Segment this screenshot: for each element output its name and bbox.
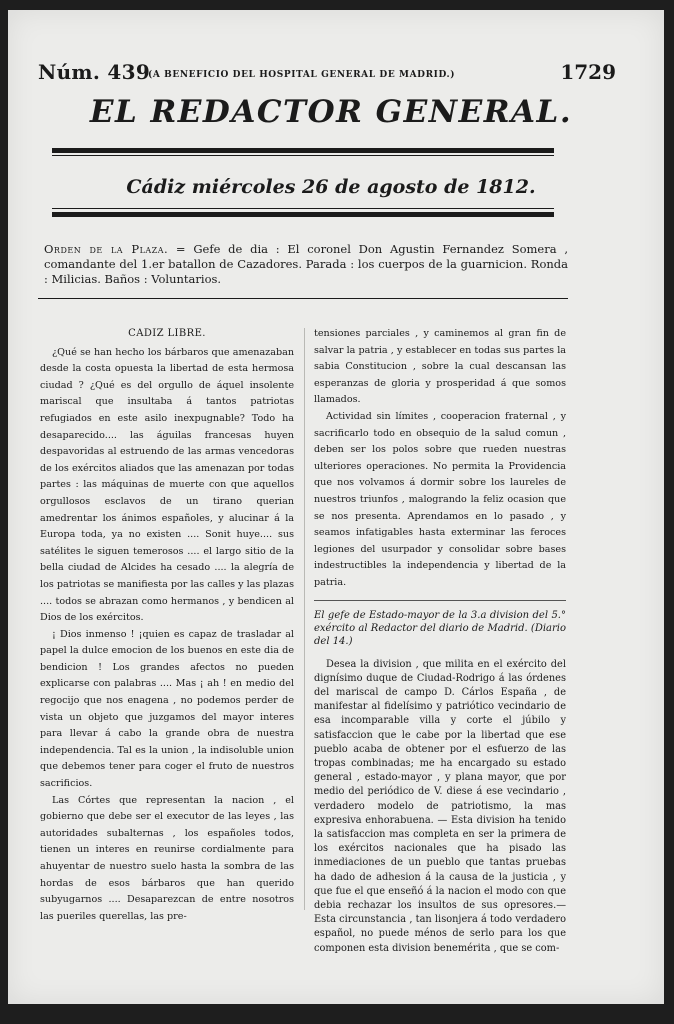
masthead-top-line xyxy=(38,56,624,90)
article-paragraph: tensiones parciales , y caminemos al gran fin de salvar la patria , y establecer en todas sus partes la sabia Constitucion , sobre la cual descansan las esperanzas de gloria y prosperidad á que somos llamados. xyxy=(314,328,566,406)
article-separator xyxy=(314,600,566,601)
dateline-rule-thick xyxy=(52,212,554,217)
orden-label: Orden de la Plaza. xyxy=(44,242,169,256)
dateline: Cádiz miércoles 26 de agosto de 1812. xyxy=(126,176,536,198)
article-heading: CADIZ LIBRE. xyxy=(128,328,206,339)
title-rule-thin xyxy=(52,155,554,156)
title-rule-thick xyxy=(52,148,554,153)
page-number: 1729 xyxy=(560,60,616,84)
letter-body: Desea la division , que milita en el exército del dignísimo duque de Ciudad-Rodrigo á las órdenes del mariscal de campo D. Cárlos España , de manifestar al fidelísimo y patriótico vecindario de esa incomparable villa y corte el júbilo y satisfaccion que le cabe por la libertad que ese pueblo acaba de obtener por el esfuerzo de las tropas combinadas; me ha encargado su estado general , estado-mayor , y plana mayor, que por medio del periódico de V. diese á ese vecindario , verdadero modelo de patriotismo, la mas expresiva enhorabuena. — Esta division ha tenido la satisfaccion mas completa en ser la primera de los exércitos nacionales que ha pisado las inmediaciones de un pueblo que tantas pruebas ha dado de adhesion á la causa de la justicia , y que fue el que enseñó á la nacion el modo con que debia rechazar los insultos de sus opresores.—Esta circunstancia , tan lisonjera á todo verdadero español, no puede ménos de serlo para los que componen esta division benemérita , que se com- xyxy=(314,658,566,954)
left-column xyxy=(40,326,294,925)
column-divider xyxy=(304,328,305,910)
article-paragraph: ¿Qué se han hecho los bárbaros que amenazaban desde la costa opuesta la libertad de esta hermosa ciudad ? ¿Qué es del orgullo de áquel insolente mariscal que insultaba á tantos patriotas refugiados en este asilo inexpugnable? Todo ha desaparecido.... las águilas francesas huyen despavoridas al estruendo de las armas vencedoras de los exércitos aliados que las amenazan por todas partes : las máquinas de muerte con que aquellos orgullosos esclavos de un tirano querian amedrentar los ánimos españoles, y alucinar á la Europa toda, ya no existen .... Sonit huye.... sus satélites le siguen temerosos .... el largo sitio de la bella ciudad de Alcides ha cesado .... la alegría de los patriotas se manifiesta por las calles y las plazas .... todos se abrazan como hermanos , y bendicen al Dios de los exércitos. xyxy=(40,346,294,624)
article-paragraph: Actividad sin límites , cooperacion fraternal , y sacrificarlo todo en obsequio de la salud comun , deben ser los polos sobre que rueden nuestras ulteriores operaciones. No permita la Providencia que nos volvamos á dormir sobre los laureles de nuestros triunfos , malogrando la feliz ocasion que se nos presenta. Aprendamos en lo pasado , y seamos infatigables hasta exterminar las feroces legiones del usurpador y consolidar sobre bases indestructibles la independencia y libertad de la patria. xyxy=(314,410,566,588)
newspaper-title: EL REDACTOR GENERAL. xyxy=(89,94,573,130)
newspaper-page xyxy=(8,10,664,1004)
issue-number: Núm. 439 xyxy=(38,60,151,84)
letter-heading: El gefe de Estado-mayor de la 3.a division del 5.° exército al Redactor del diario de Madrid. (Diario del 14.) xyxy=(314,609,566,647)
benefit-notice: (A BENEFICIO DEL HOSPITAL GENERAL DE MADRID.) xyxy=(148,70,456,80)
right-column xyxy=(314,326,566,956)
article-paragraph: ¡ Dios inmenso ! ¡quien es capaz de trasladar al papel la dulce emocion de los buenos en este dia de bendicion ! Los grandes afectos no pueden explicarse con palabras .... Mas ¡ ah ! en medio del regocijo que nos enagena , no podemos perder de vista un objeto que juzgamos del mayor interes para llevar á cabo la grande obra de nuestra independencia. Tal es la union , la indisoluble union que debemos tener para coger el fruto de nuestros sacrificios. xyxy=(40,628,294,790)
dateline-rule-thin xyxy=(52,208,554,209)
orden-de-la-plaza xyxy=(44,242,568,287)
orden-rule xyxy=(38,298,568,299)
orden-text: = Gefe de dia : El coronel Don Agustin Fernandez Somera , comandante del 1.er batallon de Cazadores. Parada : los cuerpos de la guarnicion. Ronda : Milicias. Baños : Voluntarios. xyxy=(44,242,569,286)
article-paragraph: Las Córtes que representan la nacion , el gobierno que debe ser el executor de las leyes , las autoridades subalternas , los españoles todos, tienen un interes en reunirse cordialmente para ahuyentar de nuestro suelo hasta la sombra de las hordas de esos bárbaros que han querido subyugarnos .... Desaparezcan de entre nosotros las pueriles querellas, las pre- xyxy=(40,794,294,922)
